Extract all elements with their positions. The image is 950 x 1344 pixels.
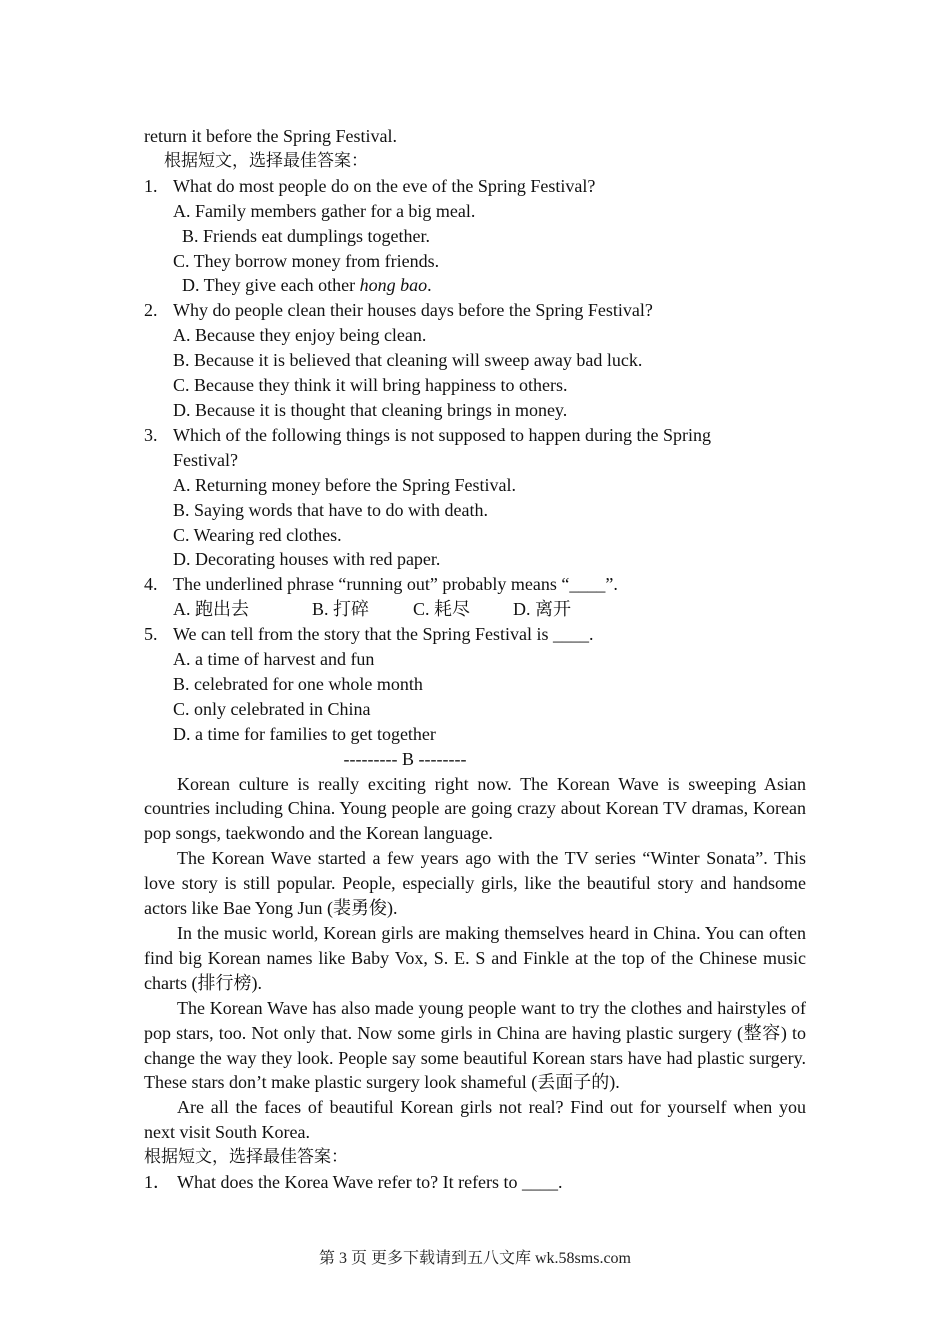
- option-c: C. 耗尽: [413, 599, 471, 620]
- option-d-text: D. They give each other: [182, 275, 356, 296]
- passage-paragraph: The Korean Wave started a few years ago with the TV series “Winter Sonata”. This love story is still popular. People, especially girls, like the beautiful story and handsome actors like Bae Yong Jun (裴勇俊).: [144, 848, 806, 919]
- option-c: C. They borrow money from friends.: [173, 250, 440, 271]
- option-a: A. Family members gather for a big meal.: [173, 200, 476, 221]
- option-d: D. Decorating houses with red paper.: [173, 549, 441, 570]
- option-c: C. only celebrated in China: [173, 698, 371, 719]
- option-a: A. 跑出去: [173, 599, 249, 620]
- page-footer: 第 3 页 更多下载请到五八文库 wk.58sms.com: [318, 1250, 631, 1267]
- question-number: 5.: [144, 624, 158, 645]
- option-c: C. Wearing red clothes.: [173, 524, 342, 545]
- question-4: [144, 572, 806, 597]
- option-c: C. Because they think it will bring happiness to others.: [173, 375, 568, 396]
- option-d: D. a time for families to get together: [173, 723, 436, 744]
- question-1: [144, 174, 806, 199]
- passage-paragraph: Korean culture is really exciting right now. The Korean Wave is sweeping Asian countries including China. Young people are going crazy about Korean TV dramas, Korean pop songs, taekwondo and the Korean language.: [144, 773, 806, 844]
- question-number: 4.: [144, 574, 158, 595]
- question-number: 1．: [144, 1172, 171, 1193]
- option-d-end: .: [427, 275, 432, 296]
- question-stem: We can tell from the story that the Spring Festival is ____.: [173, 624, 594, 645]
- option-a: A. Returning money before the Spring Festival.: [173, 474, 516, 495]
- option-b: B. Because it is believed that cleaning will sweep away bad luck.: [173, 350, 643, 371]
- question-stem-line2: Festival?: [173, 449, 238, 470]
- section-a-prompt: 根据短文，选择最佳答案：: [164, 150, 368, 171]
- section-b-prompt: 根据短文，选择最佳答案：: [144, 1147, 348, 1168]
- question-stem: The underlined phrase “running out” probably means “____”.: [173, 574, 618, 595]
- question-stem: What do most people do on the eve of the Spring Festival?: [173, 175, 596, 196]
- question-number: 2.: [144, 300, 158, 321]
- document-page: [144, 124, 806, 1195]
- question-number: 1.: [144, 175, 158, 196]
- question-5: [144, 622, 806, 647]
- section-divider: --------- B --------: [343, 748, 467, 769]
- question-stem-line1: Which of the following things is not supposed to happen during the Spring: [173, 424, 711, 445]
- option-b: B. celebrated for one whole month: [173, 673, 423, 694]
- passage-paragraph: Are all the faces of beautiful Korean girls not real? Find out for yourself when you next visit South Korea.: [144, 1097, 806, 1143]
- option-d: [144, 273, 806, 298]
- question-2: [144, 298, 806, 323]
- question-3: [144, 423, 806, 448]
- question-number: 3.: [144, 424, 158, 445]
- option-a: A. Because they enjoy being clean.: [173, 325, 427, 346]
- option-b: B. Friends eat dumplings together.: [182, 225, 430, 246]
- option-d: D. Because it is thought that cleaning brings in money.: [173, 399, 568, 420]
- passage-paragraph: In the music world, Korean girls are making themselves heard in China. You can often find big Korean names like Baby Vox, S. E. S and Finkle at the top of the Chinese music charts (排行榜).: [144, 923, 806, 993]
- option-d: D. 离开: [513, 599, 571, 620]
- options-row: [144, 597, 806, 622]
- option-b: B. Saying words that have to do with death.: [173, 499, 488, 520]
- question-stem: What does the Korea Wave refer to? It refers to ____.: [177, 1172, 563, 1193]
- passage-paragraph: The Korean Wave has also made young people want to try the clothes and hairstyles of pop stars, too. Not only that. Now some girls in China are having plastic surgery (整容) to change the way they look. People say some beautiful Korean stars have had plastic surgery. These stars don’t make plastic surgery look shameful (丢面子的).: [144, 997, 806, 1093]
- option-b: B. 打碎: [312, 599, 370, 620]
- question-b1: [144, 1170, 806, 1195]
- option-a: A. a time of harvest and fun: [173, 649, 375, 670]
- question-stem: Why do people clean their houses days before the Spring Festival?: [173, 300, 653, 321]
- option-d-italic: hong bao: [359, 275, 428, 296]
- continued-text: return it before the Spring Festival.: [144, 126, 397, 146]
